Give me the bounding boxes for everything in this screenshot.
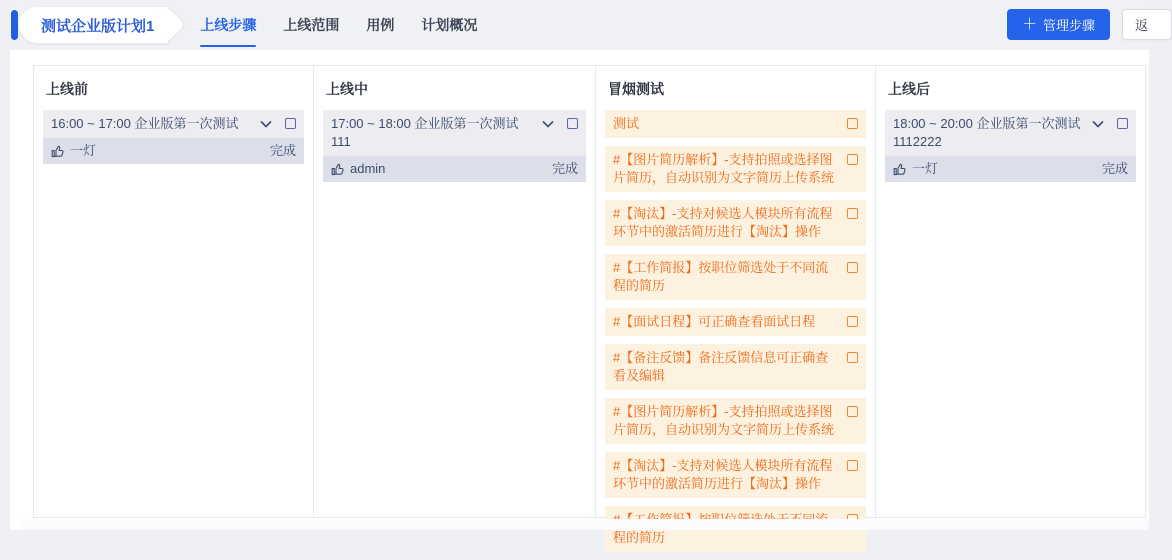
plan-banner — [19, 7, 168, 43]
page — [10, 0, 1149, 545]
checkbox-icon[interactable] — [847, 460, 858, 471]
tab-use-cases[interactable]: 用例 — [366, 17, 395, 33]
column-body — [34, 108, 313, 517]
chevron-down-icon[interactable] — [259, 115, 273, 133]
column-in-launch — [314, 66, 596, 517]
member-name: 一灯 — [912, 161, 939, 176]
top-bar — [10, 0, 1149, 50]
thumb-up-icon — [51, 145, 65, 158]
step-card-header — [323, 110, 586, 156]
status-label: 完成 — [269, 143, 296, 158]
checkbox-icon[interactable] — [847, 154, 858, 165]
checkbox-icon[interactable] — [285, 118, 296, 129]
kanban-board — [33, 65, 1146, 545]
column-title: 上线中 — [326, 81, 368, 97]
member-row[interactable] — [323, 156, 586, 182]
step-card-header — [43, 110, 304, 138]
case-text: #【淘汰】-支持对候选人模块所有流程环节中的激活简历进行【淘汰】操作 — [613, 206, 833, 239]
case-card[interactable] — [605, 344, 866, 390]
checkbox-icon[interactable] — [567, 118, 578, 129]
column-title: 上线前 — [46, 81, 88, 97]
member-name: admin — [350, 161, 386, 176]
member-name: 一灯 — [70, 143, 97, 158]
status-label: 完成 — [551, 161, 578, 176]
tab-launch-steps[interactable]: 上线步骤 — [200, 13, 256, 37]
case-card[interactable] — [605, 110, 866, 138]
step-card[interactable] — [43, 110, 304, 164]
plus-icon: ＋ — [1021, 16, 1037, 33]
manage-steps-button[interactable] — [1007, 9, 1110, 40]
case-text: #【图片简历解析】-支持拍照或选择图片简历，自动识别为文字简历上传系统 — [613, 152, 835, 185]
case-card[interactable] — [605, 398, 866, 444]
case-text: 测试 — [613, 116, 640, 131]
member-row[interactable] — [885, 156, 1136, 182]
step-title: 16:00 ~ 17:00 企业版第一次测试 — [51, 116, 239, 131]
checkbox-icon[interactable] — [847, 352, 858, 363]
chevron-down-icon[interactable] — [1091, 115, 1105, 133]
accent-bar — [11, 10, 18, 40]
step-card[interactable] — [323, 110, 586, 182]
case-card[interactable] — [605, 200, 866, 246]
step-card-header — [885, 110, 1136, 156]
case-text: #【工作简报】按职位筛选处于不同流程的简历 — [613, 260, 829, 293]
column-title: 冒烟测试 — [608, 81, 664, 97]
column-body — [876, 108, 1145, 517]
checkbox-icon[interactable] — [1117, 118, 1128, 129]
thumb-up-icon — [331, 163, 345, 176]
column-smoke-test — [596, 66, 876, 545]
thumb-up-icon — [893, 163, 907, 176]
tab-launch-scope[interactable]: 上线范围 — [283, 17, 340, 33]
case-text: #【图片简历解析】-支持拍照或选择图片简历，自动识别为文字简历上传系统 — [613, 404, 835, 437]
case-text: #【面试日程】可正确查看面试日程 — [613, 314, 816, 329]
case-card[interactable] — [605, 146, 866, 192]
status-label: 完成 — [1101, 161, 1128, 176]
column-post-launch — [876, 66, 1145, 517]
tab-plan-overview[interactable]: 计划概况 — [421, 17, 478, 33]
case-card[interactable] — [605, 452, 866, 498]
case-text: 程的简历 — [613, 530, 666, 545]
back-button[interactable]: 返 — [1122, 9, 1172, 40]
step-title: 18:00 ~ 20:00 企业版第一次测试1112222 — [893, 116, 1081, 149]
column-body — [596, 108, 875, 560]
horizontal-scrollbar-track[interactable] — [20, 519, 1149, 530]
checkbox-icon[interactable] — [847, 406, 858, 417]
column-title: 上线后 — [888, 81, 930, 97]
member-row[interactable] — [43, 138, 304, 164]
case-card[interactable] — [605, 254, 866, 300]
page-title: 测试企业版计划1 — [41, 17, 155, 35]
column-pre-launch — [34, 66, 314, 517]
checkbox-icon[interactable] — [847, 118, 858, 129]
case-text: #【淘汰】-支持对候选人模块所有流程环节中的激活简历进行【淘汰】操作 — [613, 458, 833, 491]
manage-steps-label: 管理步骤 — [1042, 18, 1095, 33]
step-card[interactable] — [885, 110, 1136, 182]
column-body — [314, 108, 595, 517]
checkbox-icon[interactable] — [847, 208, 858, 219]
step-title: 17:00 ~ 18:00 企业版第一次测试111 — [331, 116, 519, 149]
checkbox-icon[interactable] — [847, 316, 858, 327]
case-card[interactable] — [605, 308, 866, 336]
checkbox-icon[interactable] — [847, 262, 858, 273]
tab-bar — [200, 13, 477, 37]
case-text: #【备注反馈】备注反馈信息可正确查看及编辑 — [613, 350, 829, 383]
chevron-down-icon[interactable] — [541, 115, 555, 133]
